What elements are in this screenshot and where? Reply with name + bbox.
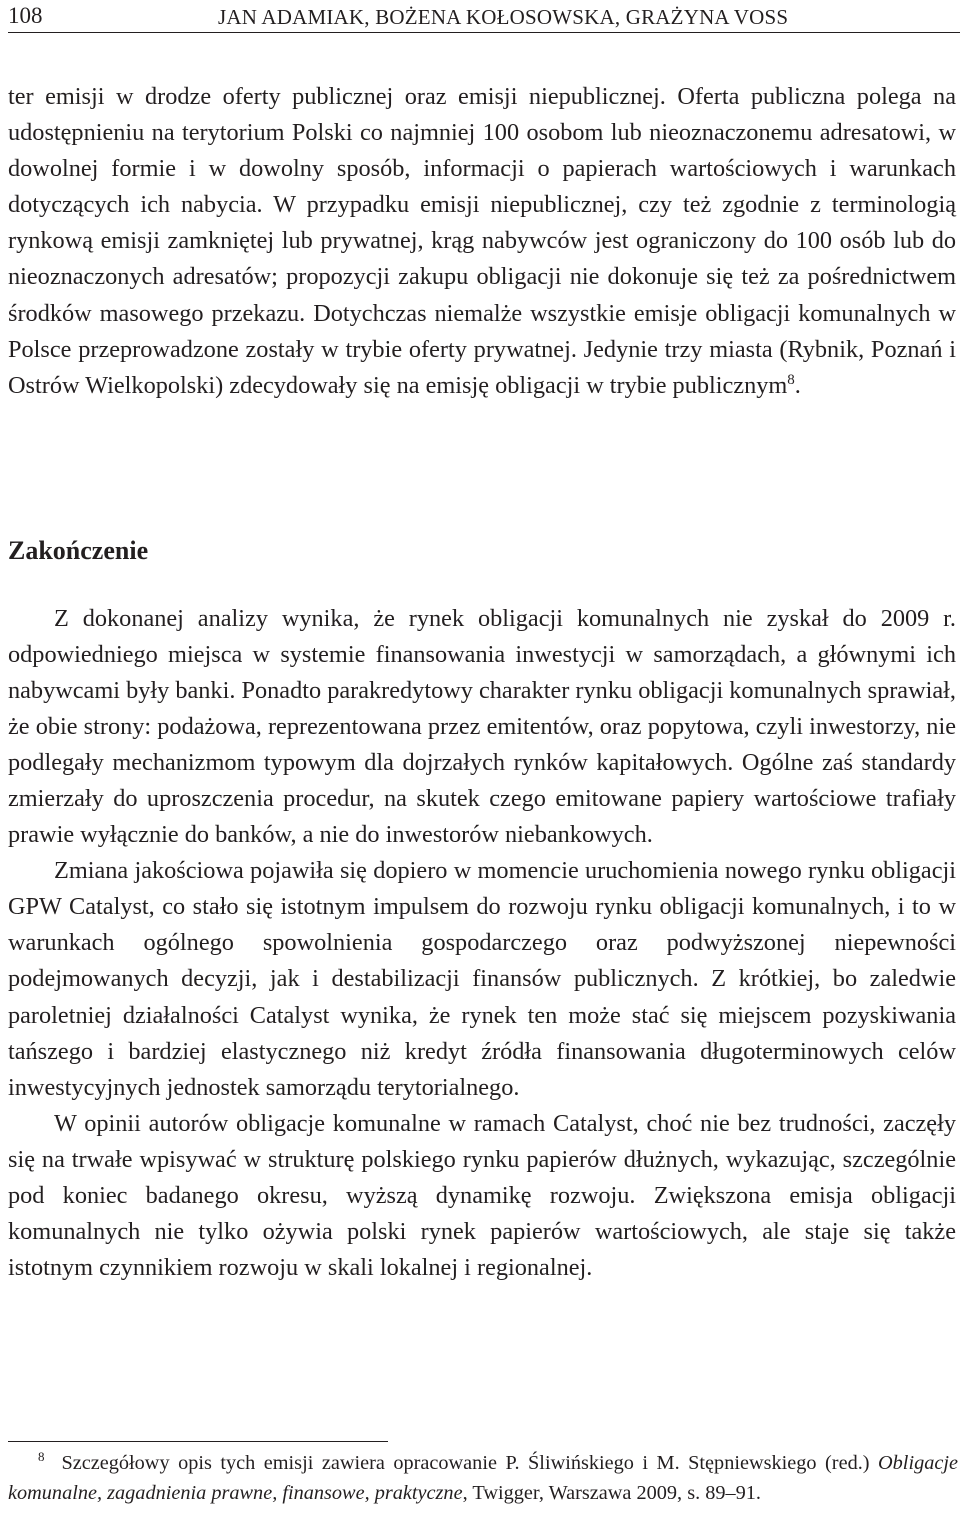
running-head xyxy=(8,0,960,33)
running-title: JAN ADAMIAK, BOŻENA KOŁOSOWSKA, GRAŻYNA VOSS xyxy=(218,5,789,29)
section-title: Zakończenie xyxy=(8,536,149,565)
continuation-text: ter emisji w drodze oferty publicznej oraz emisji niepublicznej. Oferta publiczna polega na udostępnieniu na terytorium Polski co najmniej 100 osobom lub nieoznaczonemu adresatowi, w dowolnej formie i w dowolny sposób, informacji o papierach wartościowych i warunkach dotyczących ich nabycia. W przypadku emisji niepublicznej, czy też zgodnie z terminologią rynkową emisji zamkniętej lub prywatnej, krąg nabywców jest ograniczony do 100 osób lub do nieoznaczonych adresatów; propozycji zakupu obligacji nie dokonuje się też za pośrednictwem środków masowego przekazu. Dotychczas niemalże wszystkie emisje obligacji komunalnych w Polsce przeprowadzone zostały w trybie oferty prywatnej. Jedynie trzy miasta (Rybnik, Poznań i Ostrów Wielkopolski) zdecydowały się na emisję obligacji w trybie publicznym xyxy=(8,83,956,399)
footnote xyxy=(8,1448,958,1508)
footnote-text: Szczegółowy opis tych emisji zawiera opracowanie P. Śliwińskiego i M. Stępniewskiego (red.) xyxy=(61,1452,879,1474)
paragraph-3: W opinii autorów obligacje komunalne w ramach Catalyst, choć nie bez trudności, zaczęły się na trwałe wpisywać w strukturę polskiego rynku papierów dłużnych, wykazując, szczególnie pod koniec badanego okresu, wyższą dynamikę rozwoju. Zwiększona emisja obligacji komunalnych nie tylko ożywia polski rynek papierów wartościowych, ale staje się także istotnym czynnikiem rozwoju w skali lokalnej i regionalnej. xyxy=(8,1109,956,1281)
footnote-divider xyxy=(8,1441,388,1442)
paragraph-2: Zmiana jakościowa pojawiła się dopiero w momencie uruchomienia nowego rynku obligacji GPW Catalyst, co stało się istotnym impulsem do rozwoju rynku obligacji komunalnych, i to w warunkach ogólnego spowolnienia gospodarczego oraz podwyższonej niepewności podejmowanych decyzji, jak i destabilizacji finansów publicznych. Z krótkiej, bo zaledwie paroletniej działalności Catalyst wynika, że rynek ten może stać się miejscem pozyskiwania tańszego i bardziej elastycznego niż kredyt źródła finansowania długoterminowych celów inwestycyjnych jednostek samorządu terytorialnego. xyxy=(8,857,956,1101)
footnote-cited-title: Obligacje komunalne, zagadnienia prawne, finansowe, praktyczne xyxy=(8,1452,958,1504)
paragraph-1: Z dokonanej analizy wynika, że rynek obligacji komunalnych nie zyskał do 2009 r. odpowiedniego miejsca w systemie finansowania inwestycji w samorządach, a głównymi ich nabywcami były banki. Ponadto parakredytowy charakter rynku obligacji komunalnych sprawiał, że obie strony: podażowa, reprezentowana przez emitentów, oraz popytowa, czyli inwestorzy, nie podlegały mechanizmom typowym dla dojrzałych rynków kapitałowych. Ogólne zaś standardy zmierzały do uproszczenia procedur, na skutek czego emitowane papiery wartościowe trafiały prawie wyłącznie do banków, a nie do inwestorów niebankowych. xyxy=(8,605,956,849)
footnote-publication: , Twigger, Warszawa 2009, s. 89–91. xyxy=(462,1482,762,1504)
continuation-end: . xyxy=(794,371,801,399)
page-number: 108 xyxy=(8,3,43,28)
footnote-reference[interactable]: 8 xyxy=(787,371,795,388)
section-body xyxy=(8,601,956,1286)
continuation-paragraph xyxy=(8,79,956,404)
footnote-marker: 8 xyxy=(38,1449,45,1464)
